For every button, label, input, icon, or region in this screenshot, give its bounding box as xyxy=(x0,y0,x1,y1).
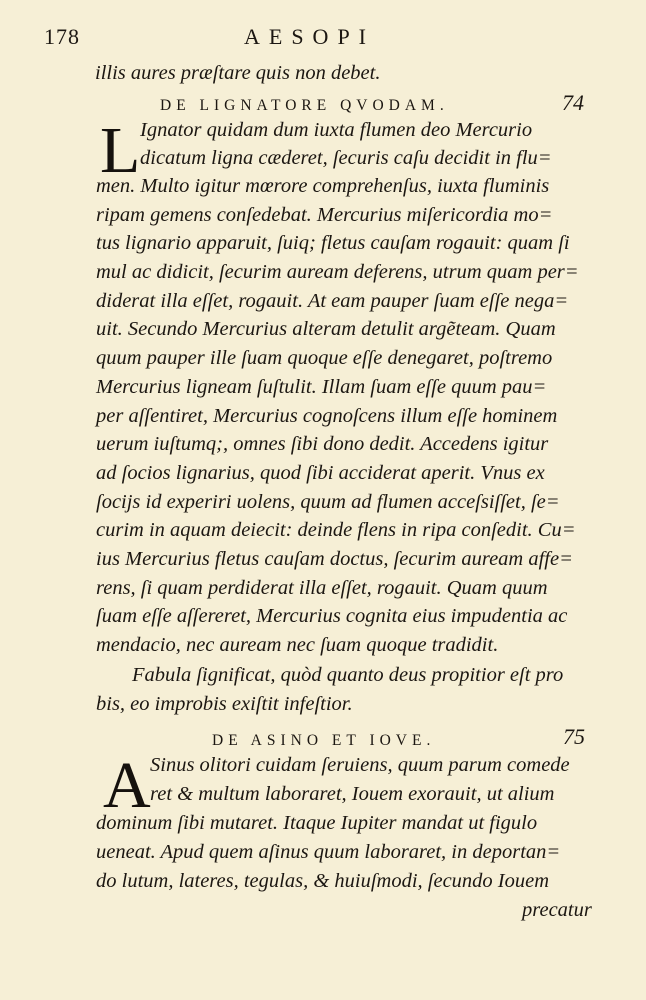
fable-74-line: ſocijs id experiri uolens, quum ad flumen acceſsiſſet, ſe= xyxy=(96,491,560,513)
running-title: AESOPI xyxy=(244,24,376,49)
fable-74-drop-cap: L xyxy=(100,114,141,187)
fable-75-line: dominum ſibi mutaret. Itaque Iupiter mandat ut figulo xyxy=(96,812,538,834)
fable-74-line: dicatum ligna cæderet, ſecuris caſu decidit in flu= xyxy=(140,147,552,169)
fable-74-line: quum pauper ille ſuam quoque eſſe denegaret, poſtremo xyxy=(96,347,553,369)
fable-75-line: ret & multum laboraret, Iouem exorauit, ut alium xyxy=(150,783,555,805)
fable-74-line: mendacio, nec auream nec ſuam quoque tradidit. xyxy=(96,634,499,656)
fable-75-number: 75 xyxy=(563,724,585,749)
fable-74-line: uit. Secundo Mercurius alteram detulit argẽteam. Quam xyxy=(96,318,556,340)
running-head xyxy=(44,22,404,52)
fable-74-heading: DE LIGNATORE QVODAM. xyxy=(160,97,449,114)
fable-74-line: Ignator quidam dum iuxta flumen deo Mercurio xyxy=(140,119,533,141)
fable-75-line: do lutum, lateres, tegulas, & huiuſmodi, ſecundo Iouem xyxy=(96,870,550,892)
fable-75-line: ueneat. Apud quem aſinus quum laboraret, in deportan= xyxy=(96,841,561,863)
fable-74-line: diderat illa eſſet, rogauit. At eam pauper ſuam eſſe nega= xyxy=(96,290,569,312)
fable-74-line: ius Mercurius fletus cauſam doctus, ſecurim auream affe= xyxy=(96,548,573,570)
fable-74-line: ripam gemens conſedebat. Mercurius miſericordia mo= xyxy=(96,204,553,226)
fable-75-line: Sinus olitori cuidam ſeruiens, quum parum comede xyxy=(150,754,570,776)
page-number: 178 xyxy=(44,24,80,49)
fable-74-number: 74 xyxy=(562,90,584,115)
fable-74-moral: Fabula ſignificat, quòd quanto deus propitior eſt pro xyxy=(132,664,564,686)
fable-74-line: curim in aquam deiecit: deinde flens in ripa conſedit. Cu= xyxy=(96,519,576,541)
fable-75-heading: DE ASINO ET IOVE. xyxy=(212,732,436,749)
preceding-line: illis aures præſtare quis non debet. xyxy=(95,62,381,84)
catchword: precatur xyxy=(522,899,592,921)
fable-74-line: ad ſocios lignarius, quod ſibi acciderat aperit. Vnus ex xyxy=(96,462,545,484)
fable-74-line: rens, ſi quam perdiderat illa eſſet, rogauit. Quam quum xyxy=(96,577,548,599)
fable-74-line: men. Multo igitur mœrore comprehenſus, iuxta fluminis xyxy=(96,175,550,197)
fable-74-line: mul ac didicit, ſecurim auream deferens, utrum quam per= xyxy=(96,261,579,283)
fable-74-line: Mercurius ligneam ſuſtulit. Illam ſuam eſſe quum pau= xyxy=(96,376,547,398)
fable-74-line: per aſſentiret, Mercurius cognoſcens illum eſſe hominem xyxy=(96,405,558,427)
fable-74-line: ſuam eſſe aſſereret, Mercurius cognita eius impudentia ac xyxy=(96,605,568,627)
fable-75-drop-cap: A xyxy=(103,749,151,822)
fable-74-moral: bis, eo improbis exiſtit infeſtior. xyxy=(96,693,353,715)
fable-74-line: tus lignario apparuit, ſuiq; fletus cauſam rogauit: quam ſi xyxy=(96,232,570,254)
fable-74-line: uerum iuſtumq;, omnes ſibi dono dedit. Accedens igitur xyxy=(96,433,549,455)
